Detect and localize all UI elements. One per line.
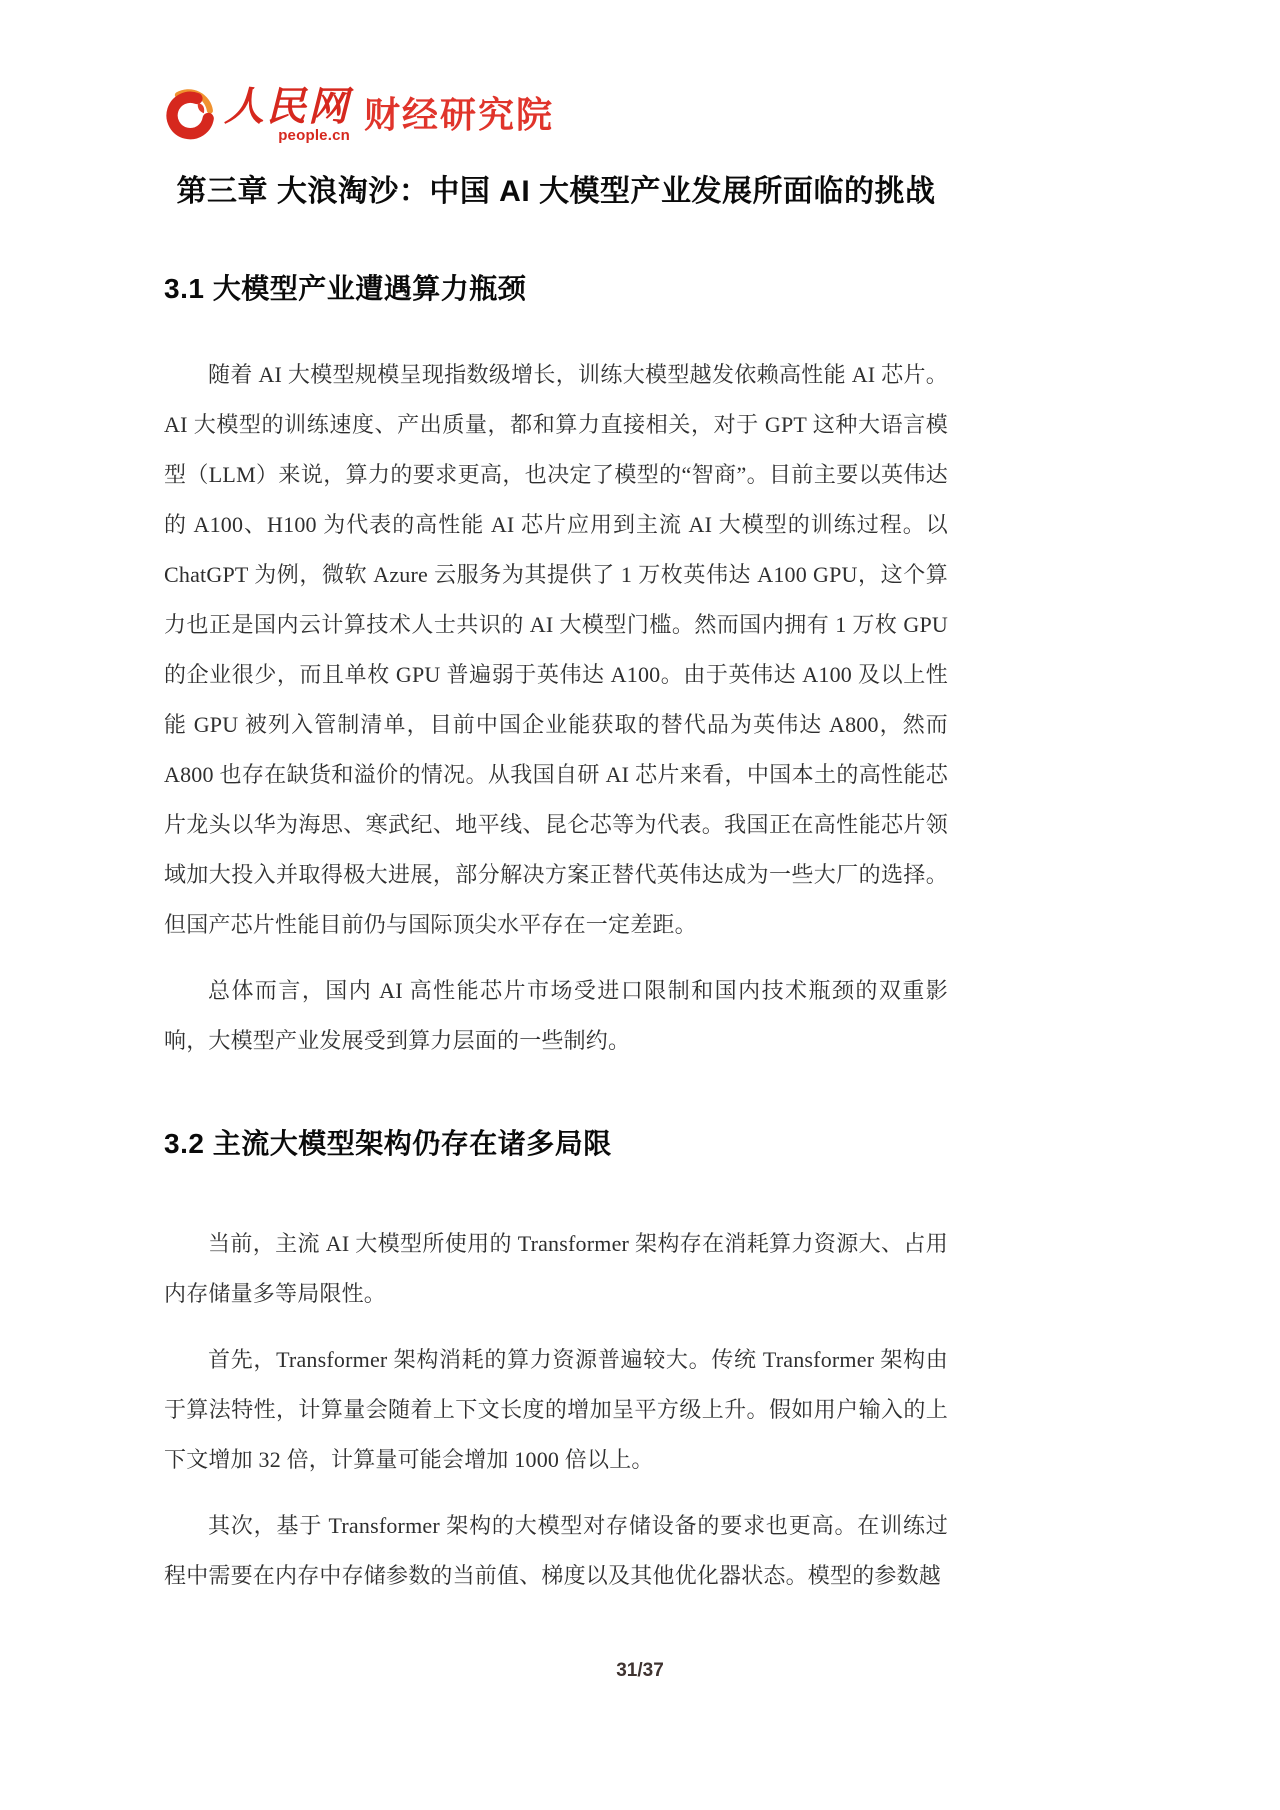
paragraph: 其次，基于 Transformer 架构的大模型对存储设备的要求也更高。在训练过程中需要在内存中存储参数的当前值、梯度以及其他优化器状态。模型的参数越 xyxy=(164,1513,948,1588)
people-cn-logo-icon xyxy=(164,86,216,144)
section-heading-3-2: 3.2 主流大模型架构仍存在诸多局限 xyxy=(164,1128,612,1159)
logo-en-text: people.cn xyxy=(278,127,350,144)
paragraph: 当前，主流 AI 大模型所使用的 Transformer 架构存在消耗算力资源大、占用内存储量多等局限性。 xyxy=(164,1231,948,1306)
paragraph: 首先，Transformer 架构消耗的算力资源普遍较大。传统 Transformer 架构由于算法特性，计算量会随着上下文长度的增加呈平方级上升。假如用户输入的上下文增加 32 倍，计算量可能会增加 1000 倍以上。 xyxy=(164,1347,948,1472)
people-cn-logo-text xyxy=(224,84,350,144)
org-name: 财经研究院 xyxy=(364,93,555,135)
document-body xyxy=(164,270,948,1601)
chapter-title: 第三章 大浪淘沙：中国 AI 大模型产业发展所面临的挑战 xyxy=(176,175,936,208)
brand-header xyxy=(164,80,948,150)
paragraph: 总体而言，国内 AI 高性能芯片市场受进口限制和国内技术瓶颈的双重影响，大模型产业发展受到算力层面的一些制约。 xyxy=(164,978,948,1053)
section-heading-3-1: 3.1 大模型产业遭遇算力瓶颈 xyxy=(164,273,527,304)
page-footer xyxy=(0,1660,1280,1682)
page-number: 31/37 xyxy=(616,1660,664,1681)
logo-cn-text: 人民网 xyxy=(224,84,350,129)
paragraph: 随着 AI 大模型规模呈现指数级增长，训练大模型越发依赖高性能 AI 芯片。AI 大模型的训练速度、产出质量，都和算力直接相关，对于 GPT 这种大语言模型（LLM）来说，算力的要求更高，也决定了模型的“智商”。目前主要以英伟达的 A100、H100 为代表的高性能 AI 芯片应用到主流 AI 大模型的训练过程。以 ChatGPT 为例，微软 Azure 云服务为其提供了 1 万枚英伟达 A100 GPU，这个算力也正是国内云计算技术人士共识的 AI 大模型门槛。然而国内拥有 1 万枚 GPU 的企业很少，而且单枚 GPU 普遍弱于英伟达 A100。由于英伟达 A100 及以上性能 GPU 被列入管制清单，目前中国企业能获取的替代品为英伟达 A800，然而 A800 也存在缺货和溢价的情况。从我国自研 AI 芯片来看，中国本土的高性能芯片龙头以华为海思、寒武纪、地平线、昆仑芯等为代表。我国正在高性能芯片领域加大投入并取得极大进展，部分解决方案正替代英伟达成为一些大厂的选择。但国产芯片性能目前仍与国际顶尖水平存在一定差距。 xyxy=(164,362,948,937)
